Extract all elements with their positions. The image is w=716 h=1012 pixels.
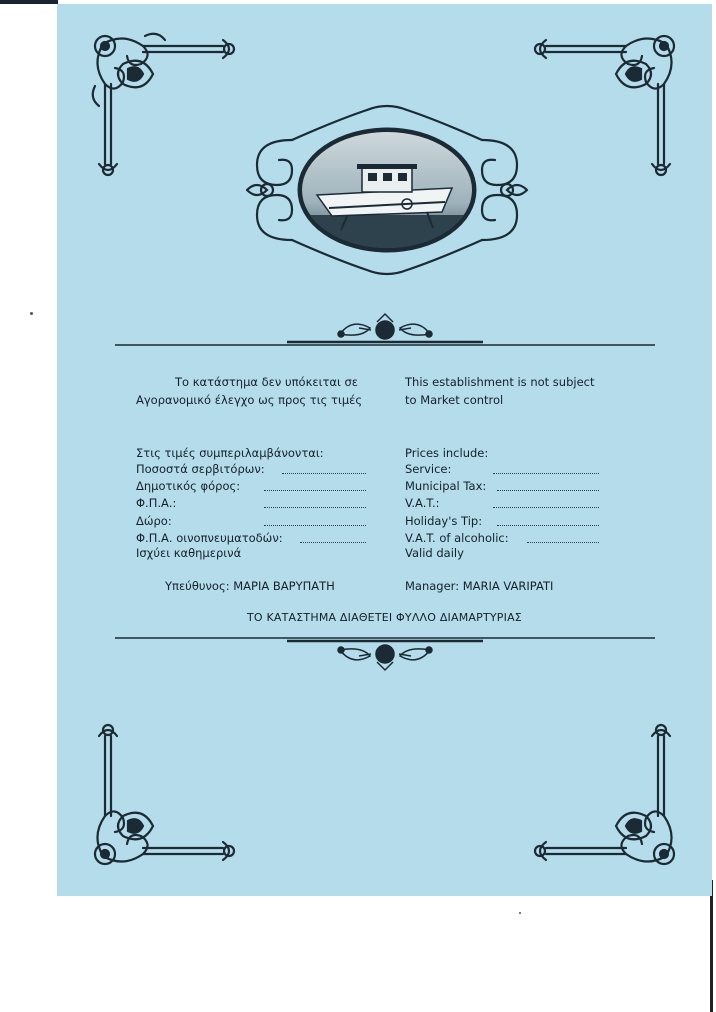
english-vat-blank — [493, 507, 599, 508]
corner-ornament-top-right — [526, 24, 686, 184]
greek-vat-label: Φ.Π.Α.: — [136, 496, 177, 510]
greek-vat-alcohol-label: Φ.Π.Α. οινοπνευματοδών: — [136, 531, 283, 545]
english-manager: Manager: MARIA VARIPATI — [405, 579, 554, 593]
greek-service-row — [136, 462, 366, 478]
english-tip-row — [405, 514, 599, 530]
greek-tip-label: Δώρο: — [136, 514, 172, 528]
english-includes-heading: Prices include: — [405, 446, 489, 460]
english-municipal-label: Municipal Tax: — [405, 479, 487, 493]
greek-tip-row — [136, 514, 366, 530]
greek-vat-blank — [264, 507, 366, 508]
greek-intro-line1: Το κατάστημα δεν υπόκειται σε — [175, 375, 359, 389]
complaint-book-note: ΤΟ ΚΑΤΑΣΤΗΜΑ ΔΙΑΘΕΤΕΙ ΦΥΛΛΟ ΔΙΑΜΑΡΤΥΡΙΑΣ — [247, 611, 522, 624]
english-tip-label: Holiday's Tip: — [405, 514, 483, 528]
scan-edge-right — [710, 880, 713, 1012]
greek-municipal-blank — [264, 490, 366, 491]
english-intro-line2: to Market control — [405, 393, 504, 407]
greek-tip-blank — [264, 525, 366, 526]
scan-edge-top — [0, 0, 58, 4]
english-vat-alcohol-blank — [527, 542, 599, 543]
english-vat-label: V.A.T.: — [405, 496, 440, 510]
english-tip-blank — [497, 525, 599, 526]
divider-upper — [115, 310, 655, 350]
greek-valid-daily: Ισχύει καθημερινά — [136, 546, 242, 560]
english-service-blank — [493, 473, 599, 474]
boat-cartouche — [237, 100, 537, 280]
corner-ornament-bottom-left — [83, 716, 243, 876]
greek-municipal-row — [136, 479, 366, 495]
english-municipal-row — [405, 479, 599, 495]
greek-includes-heading: Στις τιμές συμπεριλαμβάνονται: — [136, 446, 324, 460]
greek-manager: Υπεύθυνος: ΜΑΡΙΑ ΒΑΡΥΠΑΤΗ — [165, 579, 335, 593]
corner-ornament-bottom-right — [526, 716, 686, 876]
greek-municipal-label: Δημοτικός φόρος: — [136, 479, 241, 493]
corner-ornament-top-left — [83, 24, 243, 184]
greek-service-blank — [282, 473, 366, 474]
english-service-row — [405, 462, 599, 478]
greek-service-label: Ποσοστά σερβιτόρων: — [136, 462, 265, 476]
scan-speck — [519, 912, 521, 914]
english-intro-line1: This establishment is not subject — [405, 375, 595, 389]
divider-lower — [115, 632, 655, 672]
greek-vat-row — [136, 496, 366, 512]
english-valid-daily: Valid daily — [405, 546, 464, 560]
english-vat-alcohol-label: V.A.T. of alcoholic: — [405, 531, 509, 545]
english-vat-row — [405, 496, 599, 512]
price-notice-sheet — [57, 4, 712, 896]
greek-vat-alcohol-blank — [300, 542, 366, 543]
greek-intro-line2: Αγορανομικό έλεγχο ως προς τις τιμές — [136, 393, 363, 407]
scan-speck — [30, 312, 33, 315]
english-municipal-blank — [497, 490, 599, 491]
english-service-label: Service: — [405, 462, 452, 476]
